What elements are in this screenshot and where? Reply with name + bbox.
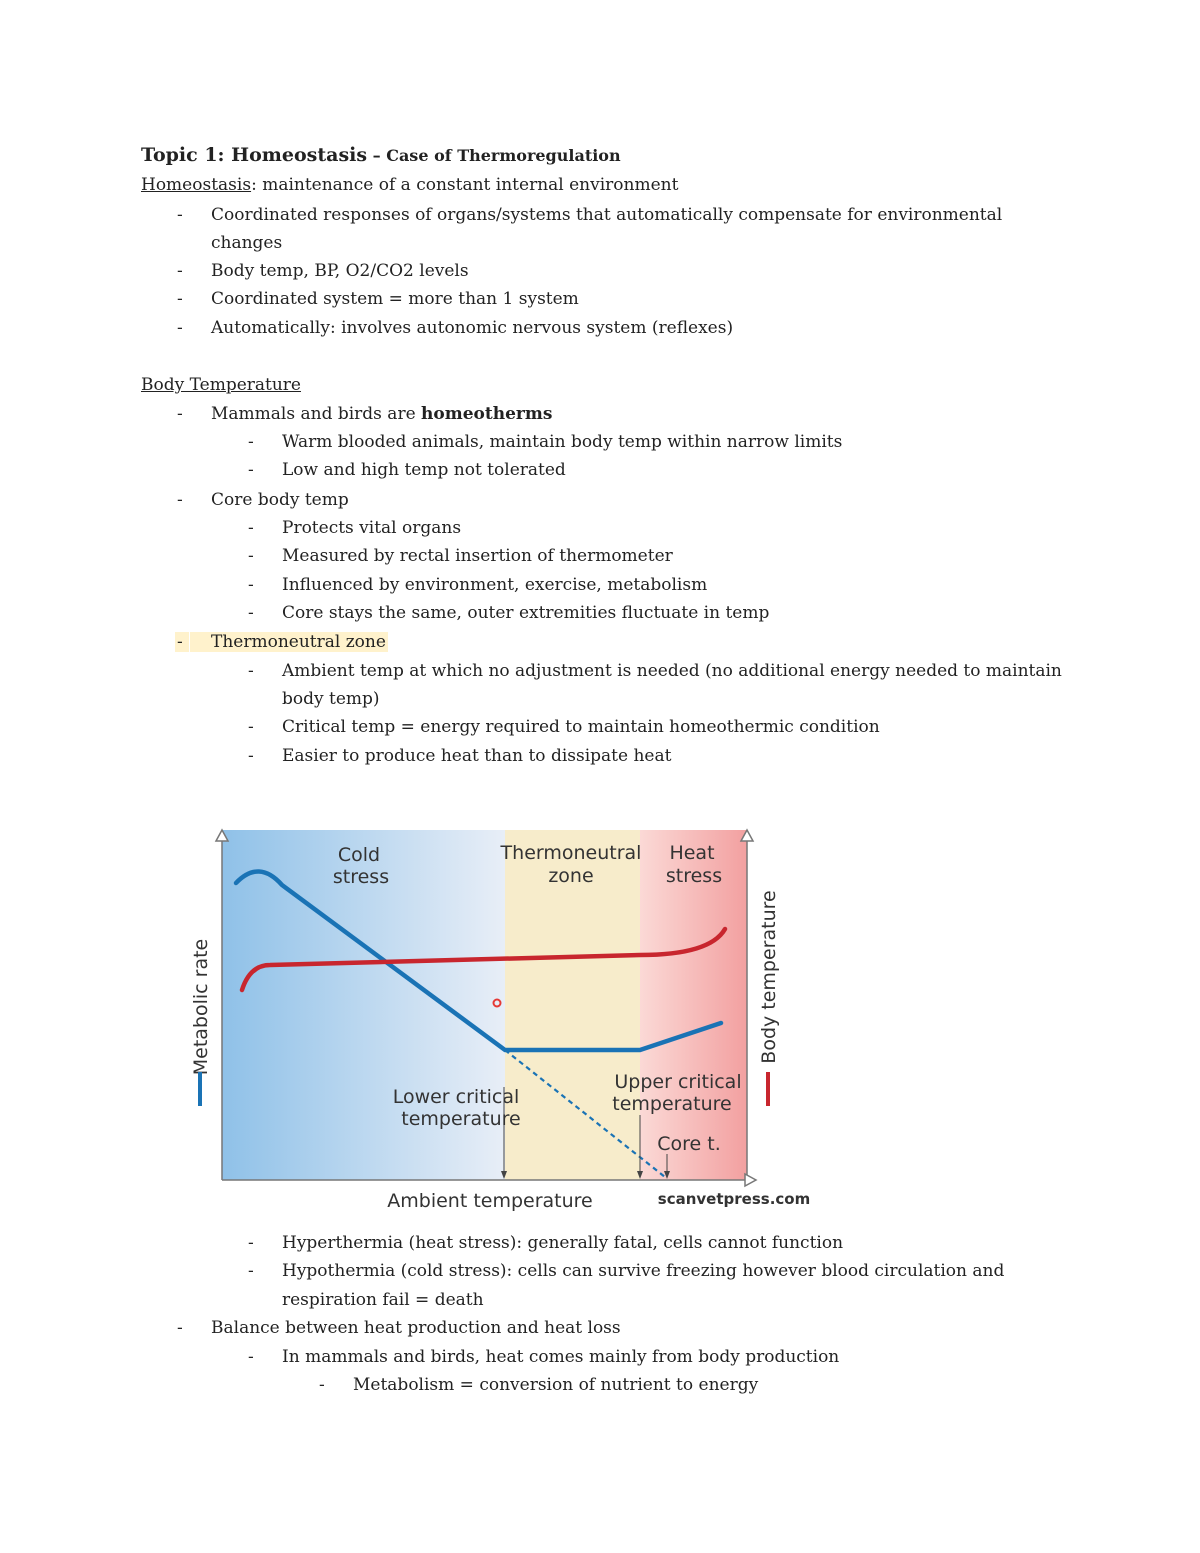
sub-bullet: Low and high temp not tolerated	[282, 460, 566, 480]
sub-bullet: In mammals and birds, heat comes mainly from body production	[282, 1347, 840, 1367]
right-axis-title: Body temperature	[758, 890, 780, 1064]
zone-label-cold: Cold	[337, 844, 381, 866]
sub-sub-bullet: Metabolism = conversion of nutrient to energy	[353, 1375, 759, 1395]
bullet-dash-highlighted: -	[175, 632, 189, 652]
sub-bullet: Hyperthermia (heat stress): generally fatal, cells cannot function	[282, 1233, 844, 1253]
sub-bullet: Warm blooded animals, maintain body temp within narrow limits	[282, 432, 843, 452]
bullet-dash: -	[248, 746, 254, 766]
bullet-dash: -	[177, 205, 183, 225]
bullet-dash: -	[248, 661, 254, 681]
bullet-dash: -	[248, 1261, 254, 1281]
homeostasis-bullet: Coordinated system = more than 1 system	[211, 289, 579, 309]
page-title	[141, 144, 621, 166]
sub-bullet: Influenced by environment, exercise, metabolism	[282, 575, 708, 595]
zone-label-heat: stress	[665, 865, 723, 887]
zone-label-heat: Heat	[669, 842, 715, 864]
bullet-dash: -	[248, 546, 254, 566]
bullet-dash: -	[177, 261, 183, 281]
section-heading: Body Temperature	[141, 375, 301, 395]
sub-bullet: Easier to produce heat than to dissipate heat	[282, 746, 672, 766]
sub-bullet: Ambient temp at which no adjustment is needed (no additional energy needed to maintain	[282, 661, 1062, 681]
left-axis-title-group	[190, 939, 212, 1076]
homeostasis-bullet-continued: changes	[211, 233, 283, 253]
bullet-dash: -	[177, 289, 183, 309]
bullet-dash: -	[248, 432, 254, 452]
homeostasis-bullet: Automatically: involves autonomic nervous system (reflexes)	[211, 318, 734, 338]
thermoneutral-bullet: Thermoneutral zone	[190, 632, 388, 652]
sub-bullet: Hypothermia (cold stress): cells can survive freezing however blood circulation and	[282, 1261, 1005, 1281]
zone-label-thermoneutral: Thermoneutral	[500, 842, 642, 864]
bullet-dash: -	[177, 318, 183, 338]
upper-critical-label: Upper critical	[614, 1071, 742, 1093]
left-axis-title: Metabolic rate	[190, 938, 212, 1076]
bullet-dash: -	[177, 404, 183, 424]
bullet-dash: -	[248, 575, 254, 595]
bullet-dash: -	[177, 490, 183, 510]
homeostasis-term: Homeostasis	[141, 175, 252, 195]
right-axis-title-group	[758, 890, 780, 1063]
zone-label-cold: stress	[332, 866, 390, 888]
bullet-dash: -	[177, 1318, 183, 1338]
sub-bullet-continued: body temp)	[282, 689, 380, 709]
lower-critical-label: temperature	[401, 1108, 521, 1130]
bullet-dash: -	[319, 1375, 325, 1395]
homeostasis-bullet: Body temp, BP, O2/CO2 levels	[211, 261, 469, 281]
homeotherms-term: homeotherms	[421, 404, 553, 424]
lower-critical-label: Lower critical	[392, 1086, 520, 1108]
bullet-dash: -	[248, 460, 254, 480]
mammals-text: Mammals and birds are	[211, 404, 422, 424]
sub-bullet-continued: respiration fail = death	[282, 1290, 484, 1310]
x-axis-title: Ambient temperature	[387, 1190, 593, 1212]
homeostasis-bullet: Coordinated responses of organs/systems that automatically compensate for environmental	[211, 205, 1003, 225]
bullet-dash: -	[248, 518, 254, 538]
bullet-dash: -	[248, 717, 254, 737]
core-t-label: Core t.	[657, 1133, 721, 1155]
sub-bullet: Critical temp = energy required to maintain homeothermic condition	[282, 717, 880, 737]
upper-critical-label: temperature	[612, 1093, 732, 1115]
sub-bullet: Measured by rectal insertion of thermometer	[282, 546, 673, 566]
mammals-bullet	[211, 404, 552, 424]
balance-bullet: Balance between heat production and heat loss	[211, 1318, 621, 1338]
homeostasis-definition-text: : maintenance of a constant internal environment	[251, 175, 679, 195]
source-credit: scanvetpress.com	[657, 1190, 810, 1208]
title-main: Topic 1: Homeostasis	[141, 144, 368, 166]
thermoregulation-figure	[155, 797, 810, 1217]
thermoregulation-diagram	[155, 797, 810, 1217]
bullet-dash: -	[248, 1233, 254, 1253]
core-bullet: Core body temp	[211, 490, 349, 510]
sub-bullet: Protects vital organs	[282, 518, 462, 538]
bullet-dash: -	[248, 603, 254, 623]
zone-label-thermoneutral: zone	[548, 865, 594, 887]
sub-bullet: Core stays the same, outer extremities fluctuate in temp	[282, 603, 770, 623]
homeostasis-definition	[141, 175, 678, 195]
title-sub: – Case of Thermoregulation	[367, 146, 621, 165]
bullet-dash: -	[248, 1347, 254, 1367]
